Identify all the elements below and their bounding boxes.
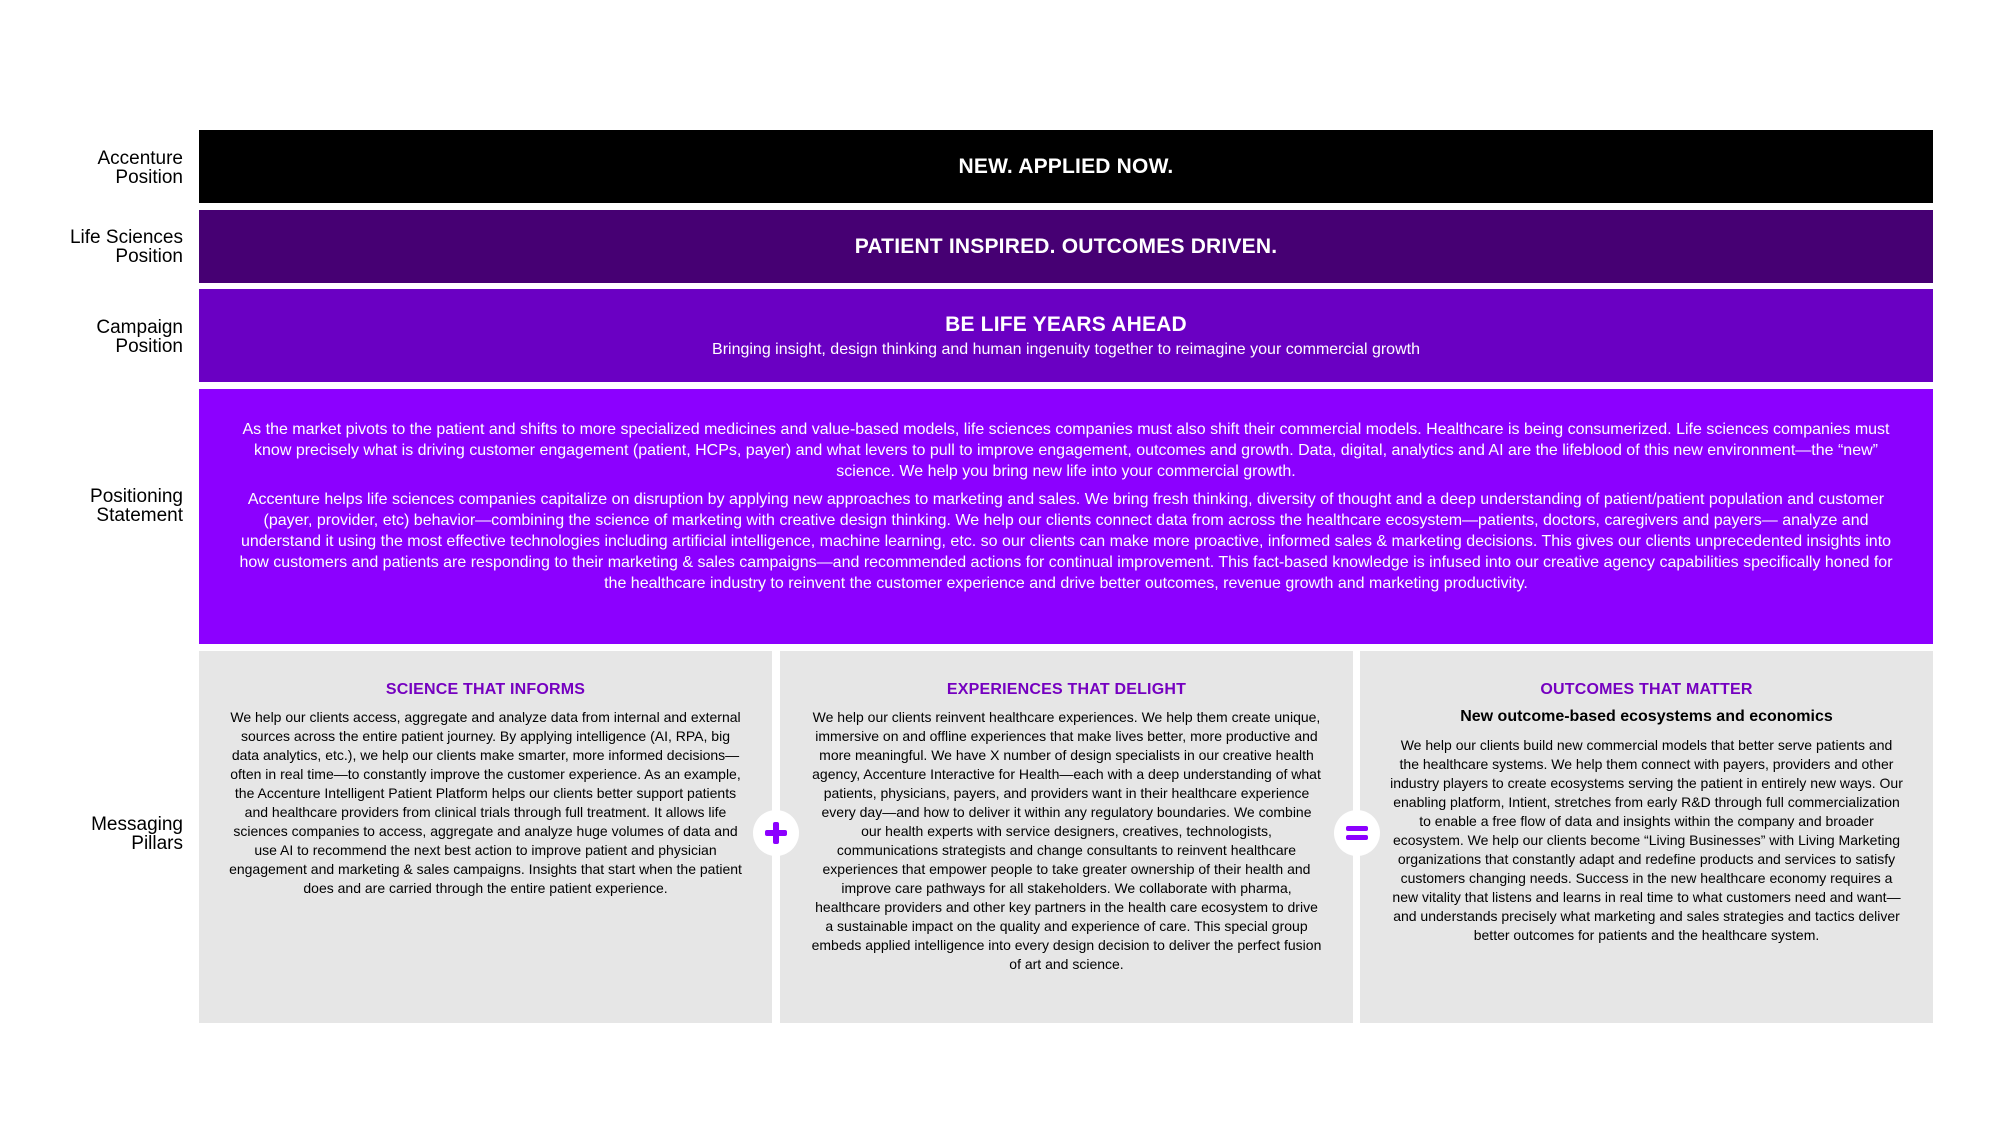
pillar-body: We help our clients build new commercial models that better serve patients and the healthcare systems. We help them connect with payers, providers and other industry players to create ecosystems serving the patient in entirely new ways. Our enabling platform, Intient, stretches from early R&D through full commercialization to enable a free flow of data and insights within the company and broader ecosystem. We help our clients become “Living Businesses” with Living Marketing organizations that constantly adapt and redefine products and services to satisfy customers changing needs. Success in the new healthcare economy requires a new vitality that listens and learns in real time to what customers need and want—and understands precisely what marketing and sales strategies and tactics deliver better outcomes for patients and the healthcare system. [1390, 737, 1903, 943]
label-campaign-position: Campaign Position [96, 317, 183, 357]
campaign-subtitle: Bringing insight, design thinking and human ingenuity together to reimagine your commercial growth [712, 340, 1420, 358]
pillar-title: SCIENCE THAT INFORMS [385, 681, 586, 698]
label-messaging-pillars: Messaging Pillars [91, 814, 183, 854]
pillar-body: We help our clients reinvent healthcare experiences. We help them create unique, immersive on and offline experiences that make lives better, more productive and more meaningful. We have X number of design specialists in our creative health agency, Accenture Interactive for Health—each with a deep understanding of what patients, physicians, payers, and providers want in their healthcare experience every day—and how to deliver it within any regulatory boundaries. We combine our health experts with service designers, creatives, technologists, communications strategists and change consultants to reinvent healthcare experiences that empower people to take greater ownership of their health and improve care pathways for all stakeholders. We collaborate with pharma, healthcare providers and other key partners in the health care ecosystem to drive a sustainable impact on the quality and experience of care. This special group embeds applied intelligence into every design decision to deliver the perfect fusion of art and science. [811, 709, 1322, 972]
life-sciences-position-band [199, 210, 1933, 283]
accenture-position-band [199, 130, 1933, 203]
pillar-title: EXPERIENCES THAT DELIGHT [946, 681, 1187, 698]
positioning-statement-band [199, 389, 1933, 644]
life-sciences-position-text: PATIENT INSPIRED. OUTCOMES DRIVEN. [854, 234, 1278, 258]
positioning-paragraph-1: As the market pivots to the patient and shifts to more specialized medicines and value-based models, life sciences companies must also shift their commercial models. Healthcare is being consumerized. Life sciences companies must know precisely what is driving customer engagement (patient, HCPs, payer) and what levers to pull to improve engagement, outcomes and growth. Data, digital, analytics and AI are the lifeblood of this new environment—the “new” science. We help you bring new life into your commercial growth. [242, 421, 1890, 480]
plus-icon [753, 810, 799, 856]
label-accenture-position: Accenture Position [97, 148, 183, 188]
pillar-science [199, 651, 772, 1023]
campaign-position-band [199, 289, 1933, 382]
pillar-outcomes [1360, 651, 1933, 1023]
accenture-position-text: NEW. APPLIED NOW. [958, 154, 1174, 178]
pillar-experiences [780, 651, 1353, 1023]
label-life-sciences-position: Life Sciences Position [69, 227, 183, 267]
pillar-subtitle: New outcome-based ecosystems and economics [1460, 708, 1833, 725]
equals-icon [1334, 810, 1380, 856]
label-positioning-statement: Positioning Statement [90, 486, 183, 526]
pillar-title: OUTCOMES THAT MATTER [1540, 681, 1753, 698]
positioning-paragraph-2: Accenture helps life sciences companies capitalize on disruption by applying new approaches to marketing and sales. We bring fresh thinking, diversity of thought and a deep understanding of patient/patient population and customer (payer, provider, etc) behavior—combining the science of marketing with creative design thinking. We help our clients connect data from across the healthcare ecosystem—patients, doctors, caregivers and payers— analyze and understand it using the most effective technologies including artificial intelligence, machine learning, etc. so our clients can make more proactive, informed sales & marketing decisions. This gives our clients unprecedented insights into how customers and patients are responding to their marketing & sales campaigns—and recommended actions for continual improvement. This fact-based knowledge is infused into our creative agency capabilities specifically honed for the healthcare industry to reinvent the customer experience and drive better outcomes, revenue growth and marketing productivity. [239, 491, 1893, 592]
pillar-body: We help our clients access, aggregate and analyze data from internal and external sources across the entire patient journey. By applying intelligence (AI, RPA, big data analytics, etc.), we help our clients make smarter, more informed decisions—often in real time—to constantly improve the customer experience. As an example, the Accenture Intelligent Patient Platform helps our clients better support patients and healthcare providers from clinical trials through full treatment. It allows life sciences companies to access, aggregate and analyze huge volumes of data and use AI to recommend the next best action to improve patient and physician engagement and marketing & sales campaigns. Insights that start when the patient does and are carried through the entire patient experience. [229, 709, 742, 896]
campaign-title: BE LIFE YEARS AHEAD [945, 312, 1187, 336]
